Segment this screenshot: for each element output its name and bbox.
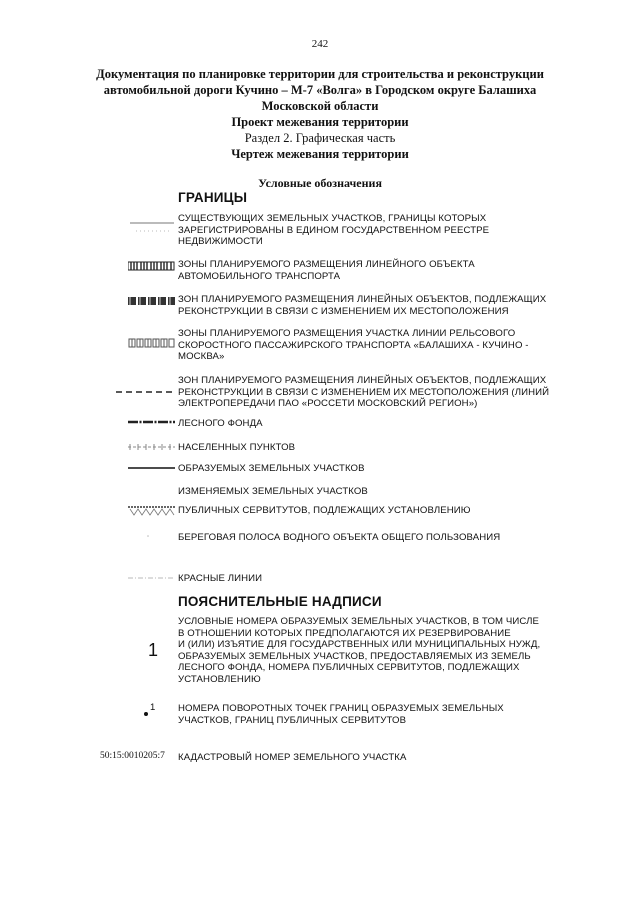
doc-title-line3: Московской области xyxy=(261,99,379,113)
section-borders-heading: ГРАНИЦЫ xyxy=(178,190,248,205)
legend-title: Условные обозначения xyxy=(258,176,382,190)
red-line-icon xyxy=(128,574,176,582)
doc-section-label: Раздел 2. Графическая часть xyxy=(244,131,396,145)
legend-item-existing-parcels: СУЩЕСТВУЮЩИХ ЗЕМЕЛЬНЫХ УЧАСТКОВ, ГРАНИЦЫ КОТОРЫХ ЗАРЕГИСТРИРОВАНЫ В ЕДИНОМ ГОСУДАРСТВЕННОМ РЕЕСТРЕ НЕДВИЖИМОСТИ xyxy=(178,213,490,248)
section-notes-heading: ПОЯСНИТЕЛЬНЫЕ НАДПИСИ xyxy=(178,594,382,609)
legend-item-red-lines: КРАСНЫЕ ЛИНИИ xyxy=(178,573,263,584)
page-number: 242 xyxy=(311,38,329,50)
legend-item-formed-parcels: ОБРАЗУЕМЫХ ЗЕМЕЛЬНЫХ УЧАСТКОВ xyxy=(178,463,365,474)
legend-item-settlements: НАСЕЛЕННЫХ ПУНКТОВ xyxy=(178,442,296,453)
legend-item-power-lines: ЗОН ПЛАНИРУЕМОГО РАЗМЕЩЕНИЯ ЛИНЕЙНЫХ ОБЪЕКТОВ, ПОДЛЕЖАЩИХ РЕКОНСТРУКЦИИ В СВЯЗИ С ИЗМЕНЕНИЕМ ИХ МЕСТОПОЛОЖЕНИЯ (ЛИНИЙ ЭЛЕКТРОПЕРЕДАЧИ ПАО «РОССЕТИ МОСКОВСКИЙ РЕГИОН») xyxy=(178,375,550,410)
block-dash-icon xyxy=(128,296,176,306)
doc-title-line1: Документация по планировке территории для строительства и реконструкции xyxy=(96,67,544,81)
dash-line-icon xyxy=(116,388,176,396)
point-number-sample: 1 xyxy=(150,702,156,713)
legend-item-rail-zone: ЗОНЫ ПЛАНИРУЕМОГО РАЗМЕЩЕНИЯ УЧАСТКА ЛИНИИ РЕЛЬСОВОГО СКОРОСТНОГО ПАССАЖИРСКОГО ТРАНСПОРТА «БАЛАШИХА - КУЧИНО - МОСКВА» xyxy=(178,328,529,363)
dotted-gray-line-icon xyxy=(128,220,176,240)
legend-item-turning-points: НОМЕРА ПОВОРОТНЫХ ТОЧЕК ГРАНИЦ ОБРАЗУЕМЫХ ЗЕМЕЛЬНЫХ УЧАСТКОВ, ГРАНИЦ ПУБЛИЧНЫХ СЕРВИТУТОВ xyxy=(178,703,504,726)
doc-drawing-title: Чертеж межевания территории xyxy=(231,147,409,161)
legend-item-reconstruction-zones: ЗОН ПЛАНИРУЕМОГО РАЗМЕЩЕНИЯ ЛИНЕЙНЫХ ОБЪЕКТОВ, ПОДЛЕЖАЩИХ РЕКОНСТРУКЦИИ В СВЯЗИ С ИЗМЕНЕНИЕМ ИХ МЕСТОПОЛОЖЕНИЯ xyxy=(178,294,547,317)
doc-subtitle-project: Проект межевания территории xyxy=(231,115,409,129)
legend-item-forest-fund: ЛЕСНОГО ФОНДА xyxy=(178,418,263,429)
legend-item-shore-strip: БЕРЕГОВАЯ ПОЛОСА ВОДНОГО ОБЪЕКТА ОБЩЕГО ПОЛЬЗОВАНИЯ xyxy=(178,532,501,543)
cadastral-number-sample: 50:15:0010205:7 xyxy=(100,751,165,761)
faint-dot-icon xyxy=(128,532,176,540)
hatched-bar-icon xyxy=(128,261,176,271)
point-marker-icon xyxy=(142,710,150,718)
legend-item-public-servitudes: ПУБЛИЧНЫХ СЕРВИТУТОВ, ПОДЛЕЖАЩИХ УСТАНОВЛЕНИЮ xyxy=(178,505,471,516)
forest-line-icon xyxy=(128,418,176,426)
zigzag-line-icon xyxy=(128,505,176,517)
legend-item-parcel-numbers: УСЛОВНЫЕ НОМЕРА ОБРАЗУЕМЫХ ЗЕМЕЛЬНЫХ УЧАСТКОВ, В ТОМ ЧИСЛЕ В ОТНОШЕНИИ КОТОРЫХ ПРЕДПОЛАГАЮТСЯ ИХ РЕЗЕРВИРОВАНИЕ И (ИЛИ) ИЗЪЯТИЕ ДЛЯ ГОСУДАРСТВЕННЫХ ИЛИ МУНИЦИПАЛЬНЫХ НУЖД, ОБРАЗУЕМЫХ ЗЕМЕЛЬНЫХ УЧАСТКОВ, ПРЕДОСТАВЛЯЕМЫХ ИЗ ЗЕМЕЛЬ ЛЕСНОГО ФОНДА, НОМЕРА ПУБЛИЧНЫХ СЕРВИТУТОВ, ПОДЛЕЖАЩИХ УСТАНОВЛЕНИЮ xyxy=(178,616,541,685)
solid-line-icon xyxy=(128,464,176,472)
legend-item-changed-parcels: ИЗМЕНЯЕМЫХ ЗЕМЕЛЬНЫХ УЧАСТКОВ xyxy=(178,486,368,497)
legend-item-road-zone: ЗОНЫ ПЛАНИРУЕМОГО РАЗМЕЩЕНИЯ ЛИНЕЙНОГО ОБЪЕКТА АВТОМОБИЛЬНОГО ТРАНСПОРТА xyxy=(178,259,475,282)
settlement-line-icon xyxy=(128,442,176,452)
doc-title-line2: автомобильной дороги Кучино – М-7 «Волга» в Городском округе Балашиха xyxy=(103,83,537,97)
rail-pattern-icon xyxy=(128,338,176,348)
legend-item-cadastral-number: КАДАСТРОВЫЙ НОМЕР ЗЕМЕЛЬНОГО УЧАСТКА xyxy=(178,752,407,763)
parcel-number-sample: 1 xyxy=(148,640,159,660)
